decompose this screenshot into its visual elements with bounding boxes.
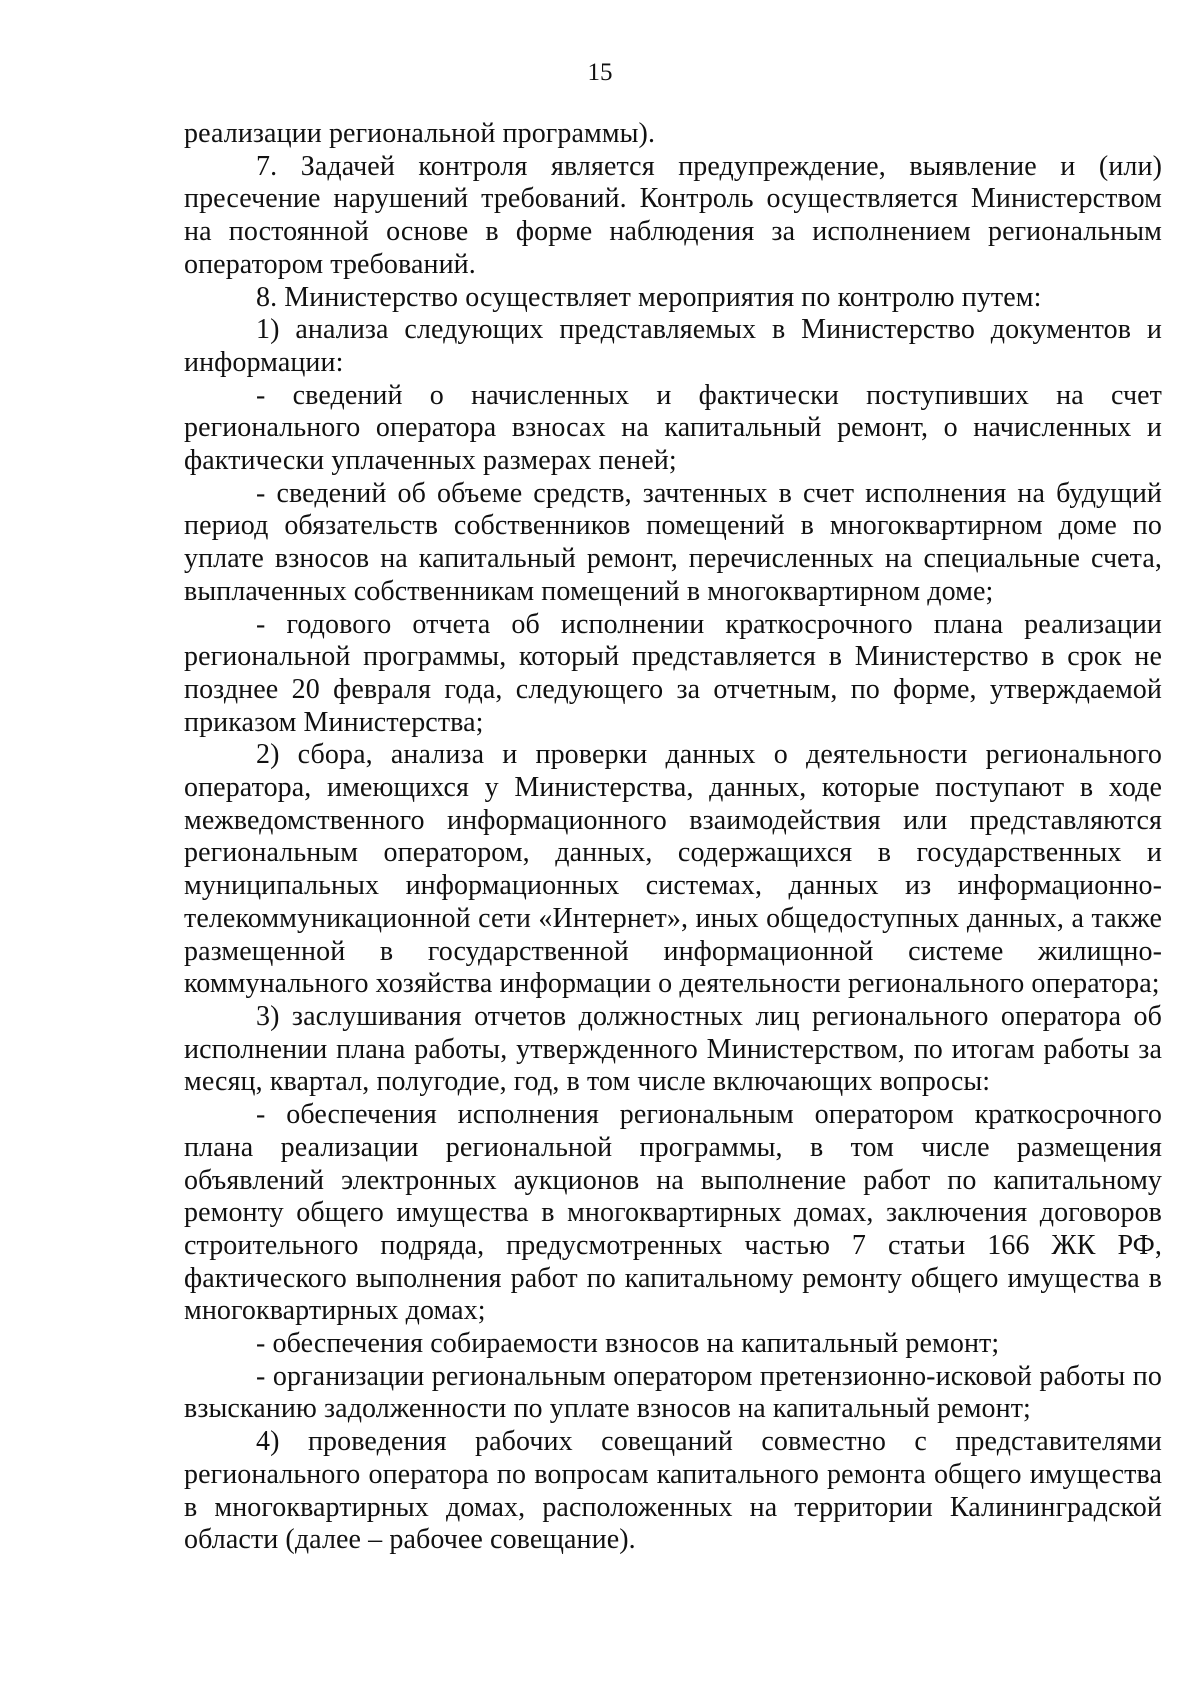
paragraph-continuation: реализации региональной программы). [184,118,656,149]
subitem-3: 3) заслушивания отчетов должностных лиц регионального оператора об исполнении плана работы, утвержденного Министерством, по итогам работы за месяц, квартал, полугодие, год, в том числе включающих вопросы: [184,1000,1162,1098]
subitem-1: 1) анализа следующих представляемых в Министерство документов и информации: [184,314,1162,378]
subitem-1-bullet-1: - сведений о начисленных и фактически поступивших на счет регионального оператора взносах на капитальный ремонт, о начисленных и фактически уплаченных размерах пеней; [184,379,1162,477]
document-body [184,118,1162,1557]
subitem-3-bullet-1: - обеспечения исполнения региональным оператором краткосрочного плана реализации региональной программы, в том числе размещения объявлений электронных аукционов на выполнение работ по капитальному ремонту общего имущества в многоквартирных домах, заключения договоров строительного подряда, предусмотренных частью 7 статьи 166 ЖК РФ, фактического выполнения работ по капитальному ремонту общего имущества в многоквартирных домах; [184,1099,1162,1327]
page-number: 15 [587,59,613,86]
paragraph-8: 8. Министерство осуществляет мероприятия по контролю путем: [256,281,1042,313]
paragraph-7: 7. Задачей контроля является предупреждение, выявление и (или) пресечение нарушений требований. Контроль осуществляется Министерством на постоянной основе в форме наблюдения за исполнением региональным оператором требований. [184,150,1162,280]
subitem-4: 4) проведения рабочих совещаний совместно с представителями регионального оператора по вопросам капитального ремонта общего имущества в многоквартирных домах, расположенных на территории Калининградской области (далее – рабочее совещание). [184,1426,1162,1556]
subitem-2: 2) сбора, анализа и проверки данных о деятельности регионального оператора, имеющихся у Министерства, данных, которые поступают в ходе межведомственного информационного взаимодействия или представляются региональным оператором, данных, содержащихся в государственных и муниципальных информационных системах, данных из информационно-телекоммуникационной сети «Интернет», иных общедоступных данных, а также размещенной в государственной информационной системе жилищно-коммунального хозяйства информации о деятельности регионального оператора; [184,739,1162,1000]
subitem-3-bullet-3: - организации региональным оператором претензионно-исковой работы по взысканию задолженности по уплате взносов на капитальный ремонт; [184,1360,1162,1425]
subitem-1-bullet-3: - годового отчета об исполнении краткосрочного плана реализации региональной программы, который представляется в Министерство в срок не позднее 20 февраля года, следующего за отчетным, по форме, утверждаемой приказом Министерства; [184,608,1162,738]
subitem-3-bullet-2: - обеспечения собираемости взносов на капитальный ремонт; [256,1328,1000,1360]
subitem-1-bullet-2: - сведений об объеме средств, зачтенных в счет исполнения на будущий период обязательств собственников помещений в многоквартирном доме по уплате взносов на капитальный ремонт, перечисленных на специальные счета, выплаченных собственникам помещений в многоквартирном доме; [184,477,1162,607]
